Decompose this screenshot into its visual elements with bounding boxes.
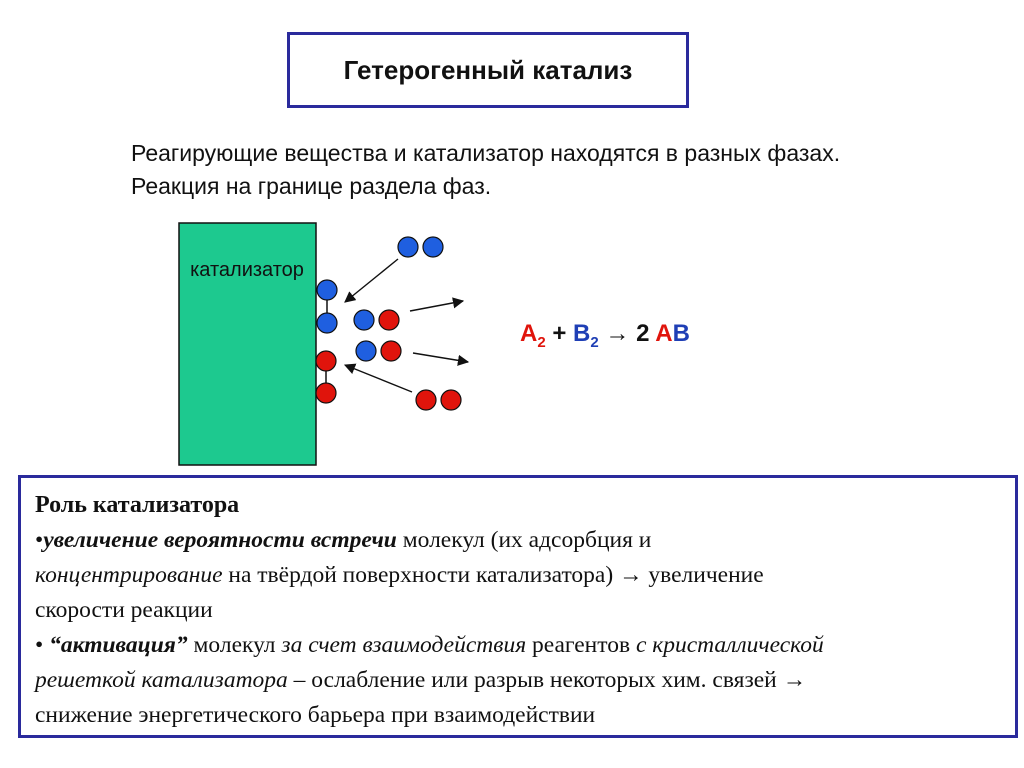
bullet-marker: • (35, 632, 50, 658)
incoming-b-atom (398, 237, 418, 257)
bullet-marker: • (35, 527, 44, 553)
adsorbed-b-atom (317, 313, 337, 333)
reactant-b: B (573, 320, 591, 347)
adsorbed-b-atom (317, 280, 337, 300)
bullet-2-italic-2: с кристаллической (635, 632, 824, 658)
role-bullet-2-line-2 (35, 663, 1001, 698)
page-title: Гетерогенный катализ (343, 54, 633, 85)
bullet-2-text-3: – ослабление или разрыв некоторых хим. связей → (287, 667, 807, 693)
bullet-2-text-2: реагентов (526, 632, 636, 658)
role-bullet-2-line-3: снижение энергетического барьера при взаимодействии (35, 702, 596, 728)
reaction-arrow: → (605, 320, 630, 347)
intro-line-2: Реакция на границе раздела фаз. (131, 173, 492, 199)
incoming-a-atom (441, 390, 461, 410)
bullet-2-text-1: молекул (187, 632, 282, 658)
intro-line-1: Реагирующие вещества и катализатор находятся в разных фазах. (131, 140, 841, 166)
product-a: A (655, 320, 673, 347)
bullet-2-italic-1: за счет взаимодействия (281, 632, 527, 658)
role-bullet-1-line-3: скорости реакции (35, 597, 213, 623)
reactant-a: A (520, 320, 538, 347)
coefficient: 2 (636, 320, 650, 347)
product-a-atom (379, 310, 399, 330)
arrow-product-out-1 (410, 301, 463, 311)
reactant-a-subscript: 2 (537, 333, 546, 351)
role-bullet-1-line-2 (35, 558, 1001, 593)
catalyst-role-box (18, 475, 1018, 738)
product-a-atom (381, 341, 401, 361)
reaction-equation (520, 320, 690, 351)
adsorbed-a-atom (316, 383, 336, 403)
plus-sign: + (552, 320, 567, 347)
role-bullet-2-line-1 (35, 628, 1001, 663)
role-bullet-1-line-1 (35, 523, 1001, 558)
arrow-a2-to-surface (345, 365, 412, 392)
arrow-b2-to-surface (345, 259, 398, 302)
bullet-1-text-2: на твёрдой поверхности катализатора) → увеличение (222, 562, 764, 588)
bullet-2-italic-3: решеткой катализатора (35, 667, 288, 693)
catalyst-label: катализатор (190, 259, 304, 281)
adsorbed-a-atom (316, 351, 336, 371)
bullet-2-emphasis: “активация” (49, 632, 188, 658)
bullet-1-text-1: молекул (их адсорбция и (396, 527, 652, 553)
incoming-b-atom (423, 237, 443, 257)
product-b-atom (354, 310, 374, 330)
incoming-a-atom (416, 390, 436, 410)
reactant-b-subscript: 2 (590, 333, 599, 351)
bullet-1-italic: концентрирование (35, 562, 223, 588)
product-b-atom (356, 341, 376, 361)
bullet-1-emphasis: увеличение вероятности встречи (43, 527, 397, 553)
arrow-product-out-2 (413, 353, 468, 362)
role-heading: Роль катализатора (35, 492, 240, 518)
product-b: B (672, 320, 690, 347)
